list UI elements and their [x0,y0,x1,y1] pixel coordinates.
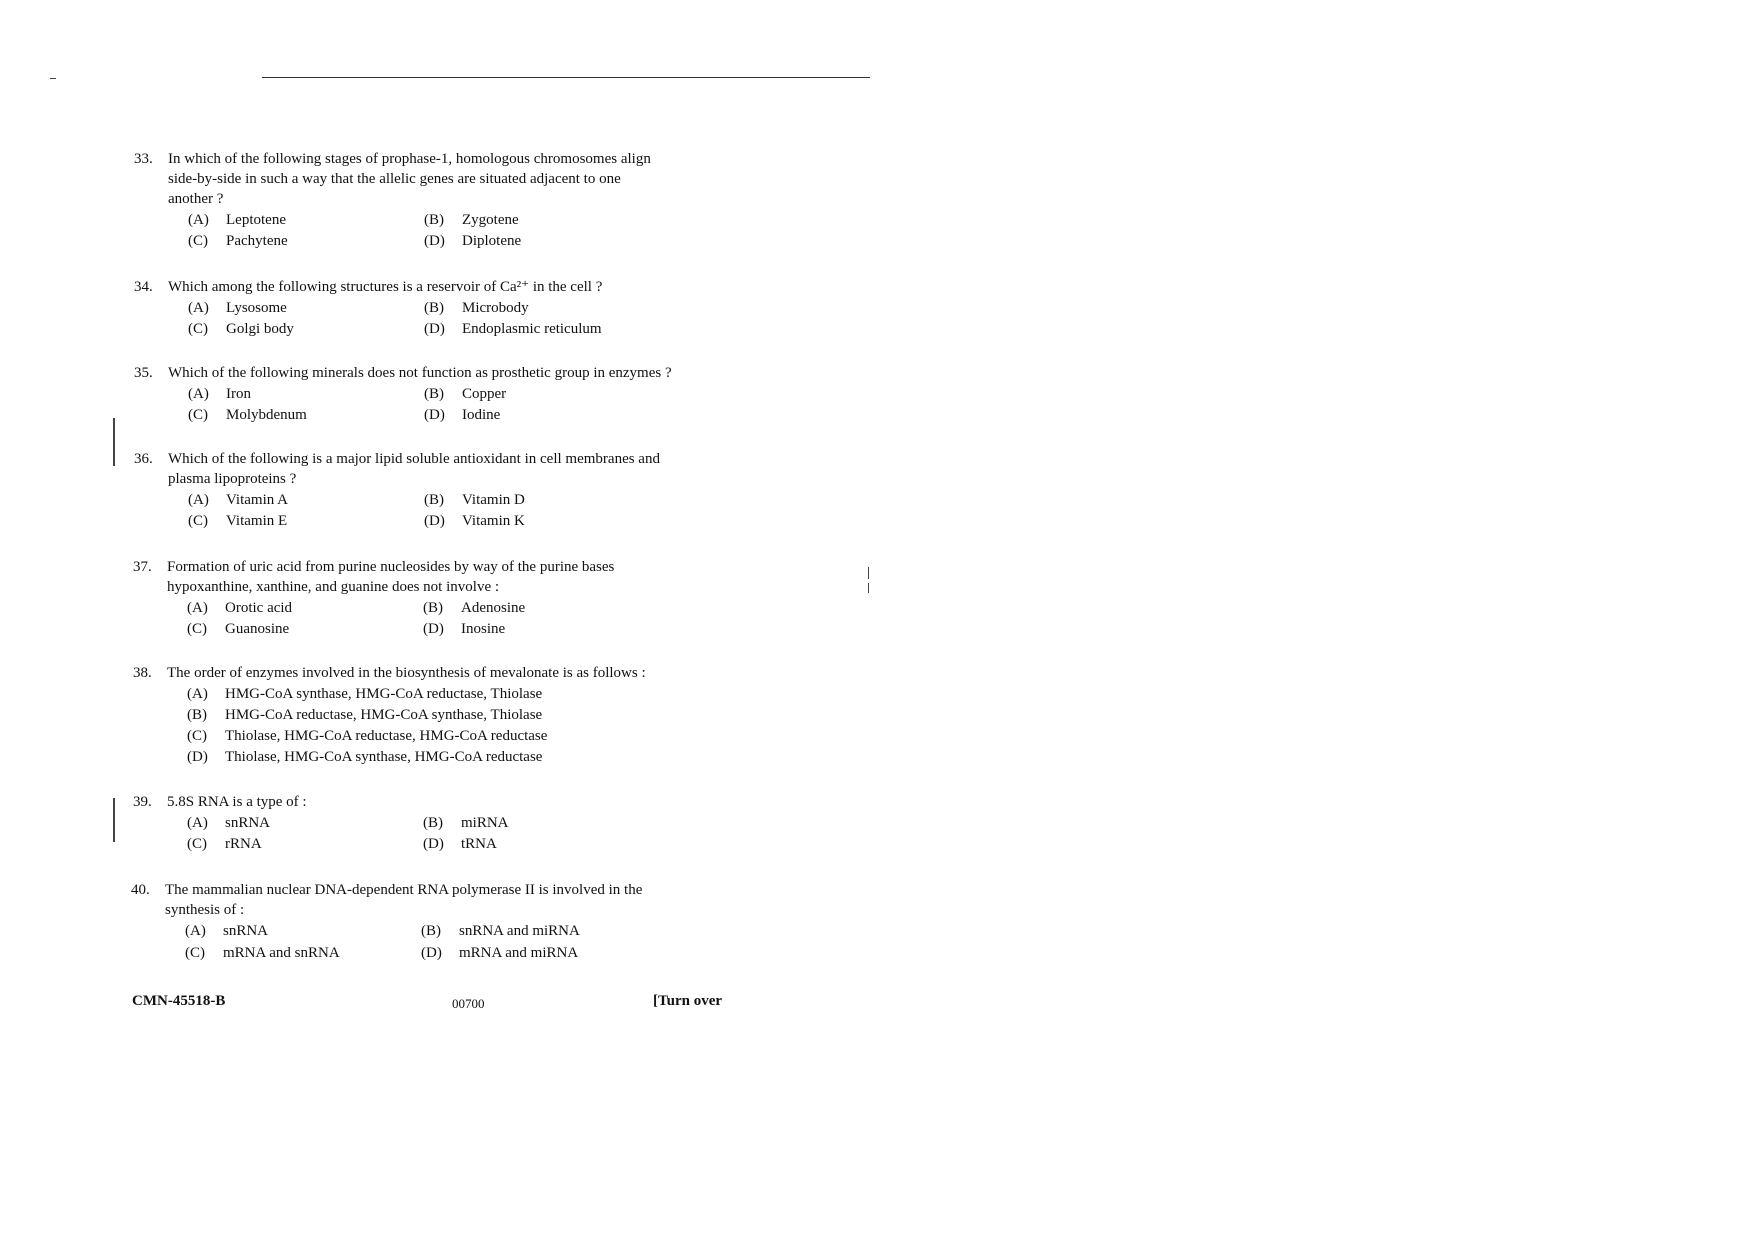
question-stem [167,557,667,597]
option-label: (C) [187,728,207,744]
option [187,834,262,854]
option [188,384,251,404]
option [187,726,547,746]
option [424,384,506,404]
option-text: snRNA and miRNA [459,923,580,939]
question-stem [167,792,667,812]
question-number: 35. [134,365,153,381]
option-text: Thiolase, HMG-CoA synthase, HMG-CoA reductase [225,749,543,765]
option-text: miRNA [461,815,509,831]
option [187,619,289,639]
option-text: Microbody [462,300,529,316]
stem-line: Formation of uric acid from purine nucleosides by way of the purine bases [167,559,615,575]
option [188,319,294,339]
question-number: 34. [134,279,153,295]
option-text: Vitamin K [462,513,525,529]
option-text: Copper [462,386,507,402]
question-number: 33. [134,151,153,167]
option-label: (B) [423,815,443,831]
option-label: (B) [423,600,443,616]
option-text: Iron [226,386,251,402]
option-label: (C) [188,321,208,337]
option [424,210,519,230]
option-text: Guanosine [225,621,290,637]
option-label: (C) [185,945,205,961]
question-stem [165,880,665,920]
option [187,705,542,725]
option-label: (B) [424,492,444,508]
top-rule [262,77,870,78]
scan-mark [868,583,869,593]
option-text: snRNA [225,815,271,831]
option-label: (A) [188,492,209,508]
option-label: (A) [188,212,209,228]
option-label: (A) [188,386,209,402]
option-text: Zygotene [462,212,519,228]
option-label: (A) [188,300,209,316]
stem-line: Which of the following is a major lipid soluble antioxidant in cell membranes and [168,451,660,467]
option-label: (C) [187,621,207,637]
option [188,511,287,531]
option [424,490,525,510]
option-label: (D) [423,836,444,852]
option-label: (D) [421,945,442,961]
option-label: (D) [424,233,445,249]
option [423,598,525,618]
option-text: Vitamin D [462,492,525,508]
option [424,511,525,531]
scan-mark [868,567,869,579]
option-label: (B) [424,386,444,402]
option [187,747,542,767]
booklet-code: CMN-45518-B [132,993,226,1009]
question-stem [167,663,667,683]
option-label: (D) [424,321,445,337]
option [185,921,268,941]
scan-mark [113,418,115,466]
option-text: Iodine [462,407,501,423]
option-text: Pachytene [226,233,288,249]
option-label: (D) [423,621,444,637]
question-number: 37. [133,559,152,575]
option [185,943,340,963]
option-text: mRNA and miRNA [459,945,579,961]
stem-line: side-by-side in such a way that the allelic genes are situated adjacent to one [168,171,621,187]
option-text: Thiolase, HMG-CoA reductase, HMG-CoA reductase [225,728,548,744]
question-number: 38. [133,665,152,681]
stem-line: In which of the following stages of prophase-1, homologous chromosomes align [168,151,651,167]
question-stem [168,363,672,383]
option-label: (B) [421,923,441,939]
option-label: (B) [424,212,444,228]
option-text: snRNA [223,923,269,939]
option-label: (C) [187,836,207,852]
question-stem [168,449,668,489]
option [421,943,578,963]
option-text: Vitamin A [226,492,289,508]
option-label: (C) [188,407,208,423]
option-text: Inosine [461,621,506,637]
option-text: Diplotene [462,233,522,249]
option-text: mRNA and snRNA [223,945,340,961]
option [421,921,580,941]
option-text: HMG-CoA synthase, HMG-CoA reductase, Thiolase [225,686,543,702]
stem-line: another ? [168,191,224,207]
question-number: 39. [133,794,152,810]
option-label: (C) [188,233,208,249]
option-label: (B) [187,707,207,723]
option-text: Orotic acid [225,600,293,616]
stem-line: hypoxanthine, xanthine, and guanine does not involve : [167,579,500,595]
option [187,598,292,618]
stem-line: plasma lipoproteins ? [168,471,297,487]
stem-line: Which among the following structures is a reservoir of Ca²⁺ in the cell ? [168,279,603,295]
option [188,210,286,230]
option-text: Lysosome [226,300,287,316]
question-number: 36. [134,451,153,467]
stem-line: 5.8S RNA is a type of : [167,794,307,810]
option [187,813,270,833]
option [188,231,288,251]
option [188,490,288,510]
scan-mark [50,78,56,79]
option [188,405,307,425]
option [187,684,542,704]
question-stem [168,277,668,297]
option-text: Golgi body [226,321,294,337]
option [424,319,602,339]
option-text: Adenosine [461,600,526,616]
option-text: Vitamin E [226,513,288,529]
option-label: (D) [424,513,445,529]
scan-mark [113,798,115,842]
option-text: Leptotene [226,212,286,228]
stem-line: The order of enzymes involved in the biosynthesis of mevalonate is as follows : [167,665,646,681]
question-number: 40. [131,882,150,898]
option-label: (A) [185,923,206,939]
option-label: (A) [187,815,208,831]
option-label: (D) [187,749,208,765]
stem-line: Which of the following minerals does not function as prosthetic group in enzymes ? [168,365,672,381]
option [424,298,529,318]
option-text: Endoplasmic reticulum [462,321,602,337]
option-text: HMG-CoA reductase, HMG-CoA synthase, Thiolase [225,707,543,723]
stem-line: The mammalian nuclear DNA-dependent RNA polymerase II is involved in the [165,882,643,898]
option-label: (A) [187,600,208,616]
option-label: (D) [424,407,445,423]
turn-over-note: [Turn over [653,993,723,1009]
question-stem [168,149,668,209]
stem-line: synthesis of : [165,902,245,918]
option [424,231,521,251]
option-text: rRNA [225,836,262,852]
option [424,405,500,425]
option-label: (A) [187,686,208,702]
option-label: (C) [188,513,208,529]
option [423,619,505,639]
option [423,834,497,854]
option-text: tRNA [461,836,497,852]
option-text: Molybdenum [226,407,307,423]
option-label: (B) [424,300,444,316]
option [423,813,509,833]
serial-number: 00700 [452,996,485,1011]
option [188,298,287,318]
